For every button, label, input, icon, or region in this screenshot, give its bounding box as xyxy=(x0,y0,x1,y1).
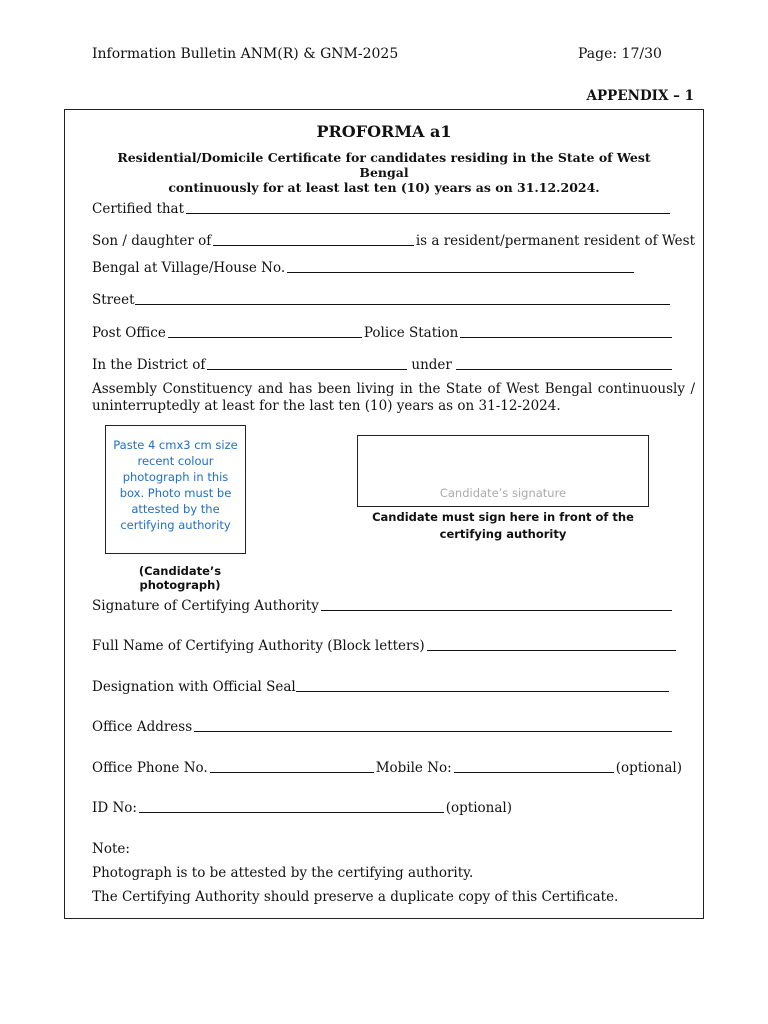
street-label: Street xyxy=(92,292,135,308)
full-name-row xyxy=(92,636,678,654)
certificate-subtitle xyxy=(100,150,668,195)
proforma-title: PROFORMA a1 xyxy=(316,122,452,141)
full-name-label: Full Name of Certifying Authority (Block letters) xyxy=(92,638,425,654)
village-row xyxy=(92,258,636,276)
post-office-blank[interactable] xyxy=(168,337,362,338)
district-blank[interactable] xyxy=(207,369,407,370)
signature-placeholder: Candidate’s signature xyxy=(439,486,567,500)
office-phone-label: Office Phone No. xyxy=(92,760,208,776)
office-address-row xyxy=(92,717,674,735)
police-station-blank[interactable] xyxy=(460,337,672,338)
phone-row xyxy=(92,758,682,776)
page-number: Page: 17/30 xyxy=(578,46,662,62)
designation-label: Designation with Official Seal xyxy=(92,679,296,695)
son-daughter-row xyxy=(92,231,695,249)
designation-row xyxy=(92,677,671,695)
son-daughter-label: Son / daughter of xyxy=(92,233,212,249)
district-row xyxy=(92,355,674,373)
id-optional: (optional) xyxy=(445,800,512,816)
id-blank[interactable] xyxy=(139,812,444,813)
assembly-paragraph: Assembly Constituency and has been living in the State of West Bengal continuously / uninterruptedly at least for the last ten (10) years as on 31-12-2024. xyxy=(92,381,695,414)
street-blank[interactable] xyxy=(135,304,670,305)
certifying-signature-blank[interactable] xyxy=(321,610,672,611)
street-row xyxy=(92,290,672,308)
subtitle-line-2: continuously for at least last ten (10) years as on 31.12.2024. xyxy=(168,180,600,195)
bulletin-title: Information Bulletin ANM(R) & GNM-2025 xyxy=(92,46,399,62)
id-label: ID No: xyxy=(92,800,137,816)
certified-that-blank[interactable] xyxy=(186,213,670,214)
note-line-2: The Certifying Authority should preserve a duplicate copy of this Certificate. xyxy=(92,889,619,905)
certified-that-label: Certified that xyxy=(92,201,185,217)
mobile-label: Mobile No: xyxy=(375,760,452,776)
under-label: under xyxy=(411,357,452,373)
certified-that-row xyxy=(92,199,672,217)
note-line-1: Photograph is to be attested by the certifying authority. xyxy=(92,865,474,881)
photo-instructions: Paste 4 cmx3 cm size recent colour photograph in this box. Photo must be attested by the certifying authority xyxy=(113,438,238,532)
certifying-signature-label: Signature of Certifying Authority xyxy=(92,598,319,614)
photo-caption: (Candidate’s photograph) xyxy=(138,564,222,592)
designation-blank[interactable] xyxy=(296,691,669,692)
assembly-blank[interactable] xyxy=(456,369,672,370)
subtitle-line-1: Residential/Domicile Certificate for candidates residing in the State of West Bengal xyxy=(117,150,651,180)
full-name-blank[interactable] xyxy=(427,650,676,651)
signature-caption: Candidate must sign here in front of the certifying authority xyxy=(372,510,634,541)
mobile-blank[interactable] xyxy=(454,772,614,773)
office-phone-blank[interactable] xyxy=(210,772,374,773)
mobile-optional: (optional) xyxy=(615,760,682,776)
office-address-blank[interactable] xyxy=(194,731,672,732)
post-office-label: Post Office xyxy=(92,325,166,341)
id-row xyxy=(92,798,512,816)
certifying-signature-row xyxy=(92,596,674,614)
village-blank[interactable] xyxy=(287,272,634,273)
office-address-label: Office Address xyxy=(92,719,193,735)
police-station-label: Police Station xyxy=(363,325,459,341)
post-office-row xyxy=(92,323,674,341)
resident-text: is a resident/permanent resident of West xyxy=(415,233,695,249)
note-heading: Note: xyxy=(92,841,130,857)
district-label: In the District of xyxy=(92,357,206,373)
village-label: Bengal at Village/House No. xyxy=(92,260,286,276)
appendix-label: APPENDIX – 1 xyxy=(586,88,694,104)
parent-name-blank[interactable] xyxy=(213,245,414,246)
